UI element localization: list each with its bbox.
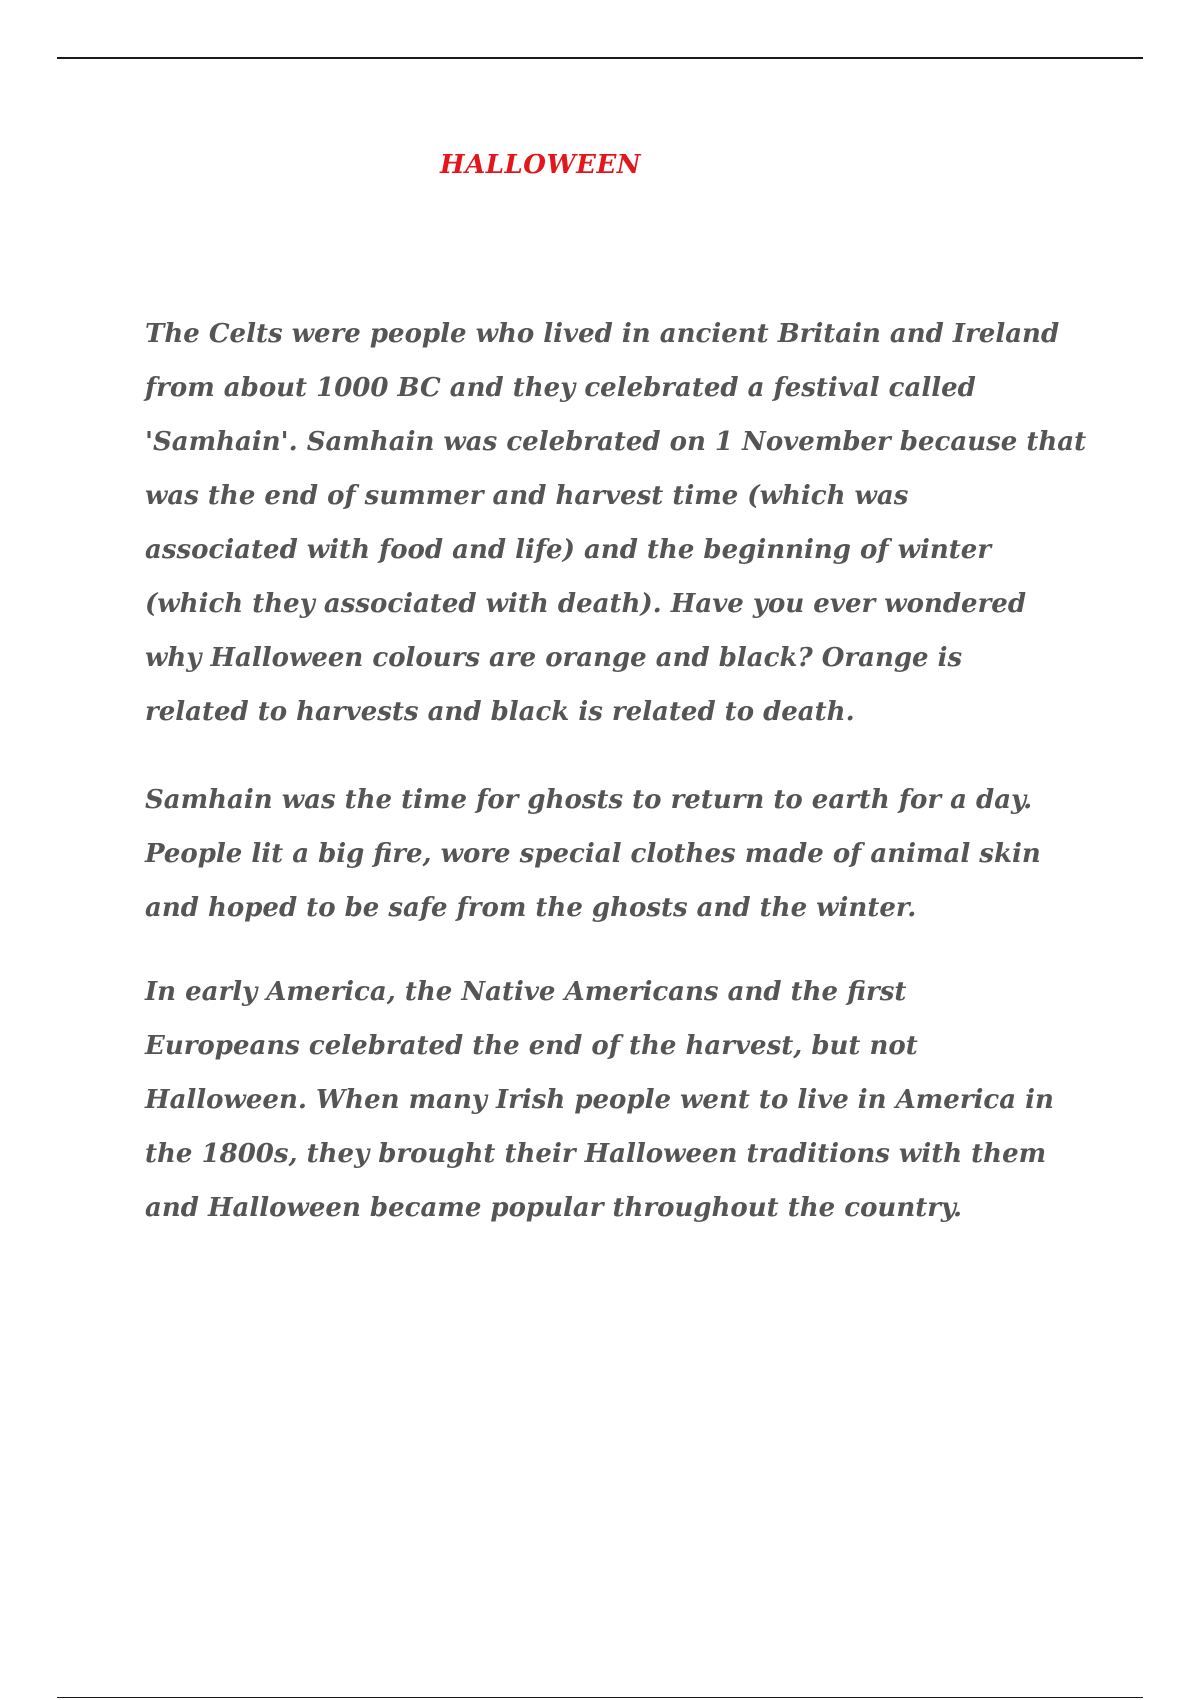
paragraph-celts (145, 307, 1087, 739)
text-line: Europeans celebrated the end of the harvest, but not (145, 1031, 918, 1061)
text-line: was the end of summer and harvest time (which was (145, 481, 909, 511)
bottom-divider (57, 1697, 1143, 1698)
text-line: and hoped to be safe from the ghosts and the winter. (145, 893, 917, 923)
text-line: 'Samhain'. Samhain was celebrated on 1 November because that (145, 427, 1087, 457)
text-line: Samhain was the time for ghosts to return to earth for a day. (145, 785, 1033, 815)
paragraph-america (145, 965, 1080, 1235)
text-line: Halloween. When many Irish people went to live in America in (145, 1085, 1054, 1115)
text-line: (which they associated with death). Have you ever wondered (145, 589, 1027, 619)
text-line: related to harvests and black is related to death. (145, 697, 855, 727)
text-line: the 1800s, they brought their Halloween traditions with them (145, 1139, 1047, 1169)
text-line: and Halloween became popular throughout the country. (145, 1193, 963, 1223)
text-line: The Celts were people who lived in ancient Britain and Ireland (145, 319, 1060, 349)
text-line: In early America, the Native Americans and the first (145, 977, 907, 1007)
page-title: HALLOWEEN (440, 150, 642, 180)
text-line: People lit a big fire, wore special clothes made of animal skin (145, 839, 1041, 869)
paragraph-samhain (145, 773, 1080, 935)
text-line: why Halloween colours are orange and black? Orange is (145, 643, 963, 673)
text-line: from about 1000 BC and they celebrated a festival called (145, 373, 976, 403)
text-line: associated with food and life) and the beginning of winter (145, 535, 992, 565)
top-divider (57, 57, 1143, 59)
